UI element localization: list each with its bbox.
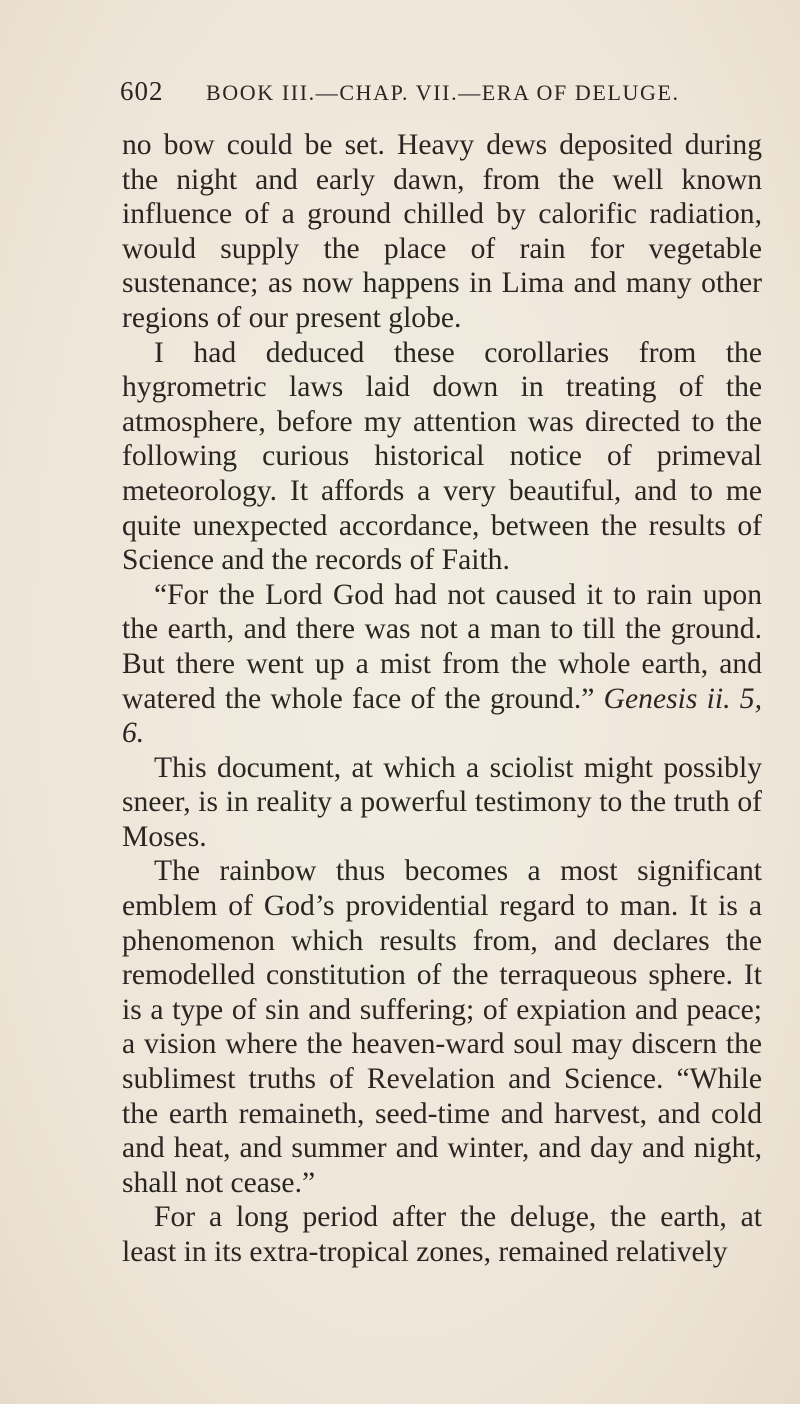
paragraph-continuation: no bow could be set. Heavy dews deposited during the night and early dawn, from the well known influence of a ground chilled by calorific radiation, would supply the place of rain for vegetable sustenance; as now happens in Lima and many other regions of our present globe. [122, 129, 762, 334]
paragraph: The rainbow thus becomes a most significant emblem of God’s providential regard to man. It is a phenomenon which results from, and declares the remodelled constitution of the terraqueous sphere. It is a type of sin and suffering; of expiation and peace; a vision where the heaven-ward soul may discern the sublimest truths of Revelation and Science. “While the earth remaineth, seed-time and harvest, and cold and heat, and summer and winter, and day and night, shall not cease.” [122, 855, 762, 1199]
paragraph: This document, at which a sciolist might possibly sneer, is in reality a powerful testimony to the truth of Moses. [122, 751, 762, 853]
paragraph: I had deduced these corollaries from the hygrometric laws laid down in treating of the atmosphere, before my attention was directed to the following curious historical notice of primeval meteorology. It affords a very beautiful, and to me quite unexpected accordance, between the results of Science and the records of Faith. [122, 336, 762, 577]
citation: Genesis ii. 5, 6. [122, 682, 762, 750]
running-header [120, 76, 740, 107]
quotation-text: “For the Lord God had not caused it to rain upon the earth, and there was not a man to till the ground. But there went up a mist from the whole earth, and watered the whole face of the ground.” [122, 578, 762, 715]
page-number: 602 [120, 76, 164, 106]
running-head-title: BOOK III.—CHAP. VII.—ERA OF DELUGE. [206, 80, 680, 105]
scripture-quotation [122, 578, 762, 751]
page-body [122, 128, 762, 1270]
paragraph: For a long period after the deluge, the earth, at least in its extra-tropical zones, remained relatively [122, 1201, 762, 1268]
